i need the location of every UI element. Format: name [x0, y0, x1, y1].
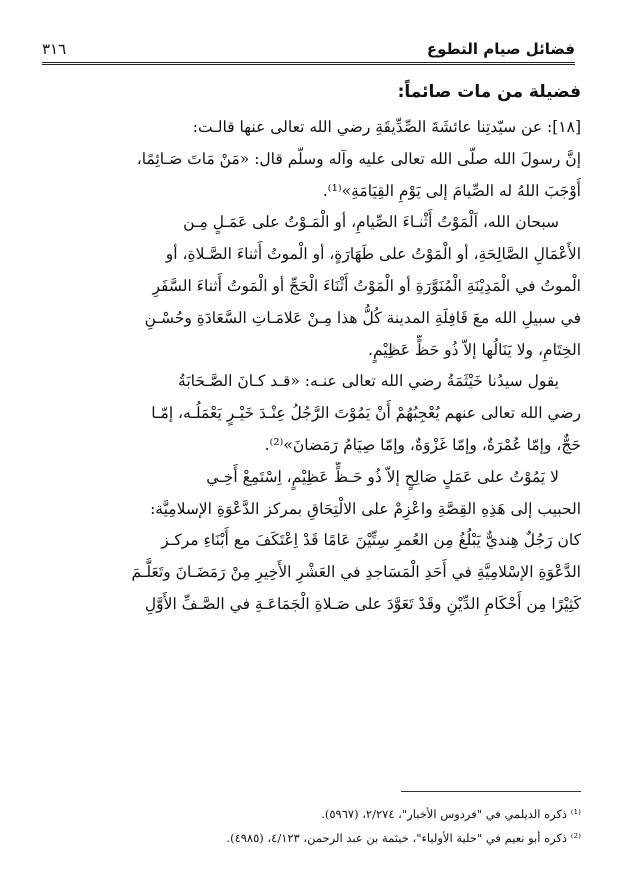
- text-line: الأَعْمَالِ الصَّالِحَةِ، أو الْمَوْتُ على طَهَارَةٍ، أو الْموتُ أَثناءَ الصَّـلاةِ، أو: [165, 245, 581, 264]
- text-line: إنَّ رسولَ الله صلّى الله تعالى عليه وآله وسلّم قال: «مَنْ مَاتَ صَـائِمًا،: [136, 149, 581, 168]
- text-line: حَجٌّ، وإمّا عُمْرَةٌ، وإمّا غَزْوَةٌ، وإمّا صِيَامُ رَمَضانَ»⁽²⁾.: [264, 435, 581, 454]
- footnote: ⁽²⁾ ذكره أبو نعيم في "حلية الأولياء"، خيثمة بن عبد الرحمن، ٤/١٢٣، (٤٩٨٥).: [226, 831, 581, 845]
- section-heading: فضيلة من مات صائماً:: [397, 82, 581, 102]
- footnote-divider: [401, 791, 581, 792]
- text-line: أَوْجَبَ اللهُ له الصِّيامَ إلى يَوْمِ القِيَامَةِ»⁽¹⁾.: [322, 181, 581, 200]
- text-line: كَثِيْرًا مِن أَحْكَامِ الدِّيْنِ وقَدْ تَعَوَّدَ على صَـلاةِ الْجَمَاعَـةِ في الصَّـفِّ الأَوَّلِ: [144, 594, 581, 613]
- main-text: [36, 72, 581, 621]
- text-line: الدَّعْوَةِ الإسْلامِيَّةِ في أَحَدِ الْمَسَاجدِ في العَشْرِ الأَخِيرِ مِنْ رَمَضَـانَ وتَعَلَّـمَ: [131, 563, 581, 582]
- text-line: الْموتُ في الْمَدِيْنَةِ الْمُنَوَّرَةِ أو الْمَوْتُ أَثْنَاءَ الْحَجِّ أو الْمَوتُ أَثناءَ السَّفَرِ: [152, 276, 581, 295]
- text-line: لا يَمُوْتُ على عَمَلٍ صَالِحٍ إلاّ ذُو حَـظٍّ عَظِيْمٍ، اِسْتَمِعْ أَخِـي: [206, 467, 559, 486]
- text-line: الخِتَامِ، ولا يَنَالُها إلاّ ذُو حَظٍّ عَظِيْمٍ.: [368, 340, 581, 359]
- running-title: فضائل صيام التطوع: [426, 40, 575, 58]
- text-line: الحبيب إلى هَذِهِ القِصَّةِ واعْزِمْ على الالْتِحَاقِ بمركز الدَّعْوَةِ الإسلامِيَّة:: [150, 499, 581, 518]
- page-header: [42, 28, 575, 65]
- text-line: رضي الله تعالى عنهم يُعْجِبُهُمْ أَنْ يَمُوْتَ الرَّجُلُ عِنْـدَ خَيْـرٍ يَعْمَلُـه، إمّـا: [151, 404, 581, 423]
- page-number: ٣١٦: [42, 40, 67, 58]
- footnotes: [36, 791, 581, 850]
- text-line: كان رَجُلٌ هِنديٌّ يَبْلُغُ مِن العُمرِ سِتِّيْنَ عَامًا قَدْ اِعْتَكَفَ مع أَبْنَاءِ مركـز: [161, 531, 581, 550]
- footnote: ⁽¹⁾ ذكره الديلمي في "فردوس الأخبار"، ٢/٢٧٤، (٥٩٦٧).: [321, 807, 581, 821]
- text-line: في سبيلِ الله معَ قَافِلَةِ المدينة كُلُّ هذا مِـنْ عَلامَـاتِ السَّعَادَةِ وحُسْـنِ: [144, 308, 581, 327]
- text-line: [١٨]: عن سيّدتِنا عائشَةَ الصِّدِّيقَةِ رضي الله تعالى عنها قالـت:: [192, 118, 581, 136]
- text-line: سبحان الله، اَلْمَوْتُ أَثْنـاءَ الصِّيامِ، أو الْمَـوْتُ على عَمَـلٍ مِـن: [183, 213, 559, 232]
- text-line: يقول سيدُنا خَيْثَمَةُ رضي الله تعالى عنـه: «قـد كـانَ الصَّـحَابَةُ: [178, 372, 559, 391]
